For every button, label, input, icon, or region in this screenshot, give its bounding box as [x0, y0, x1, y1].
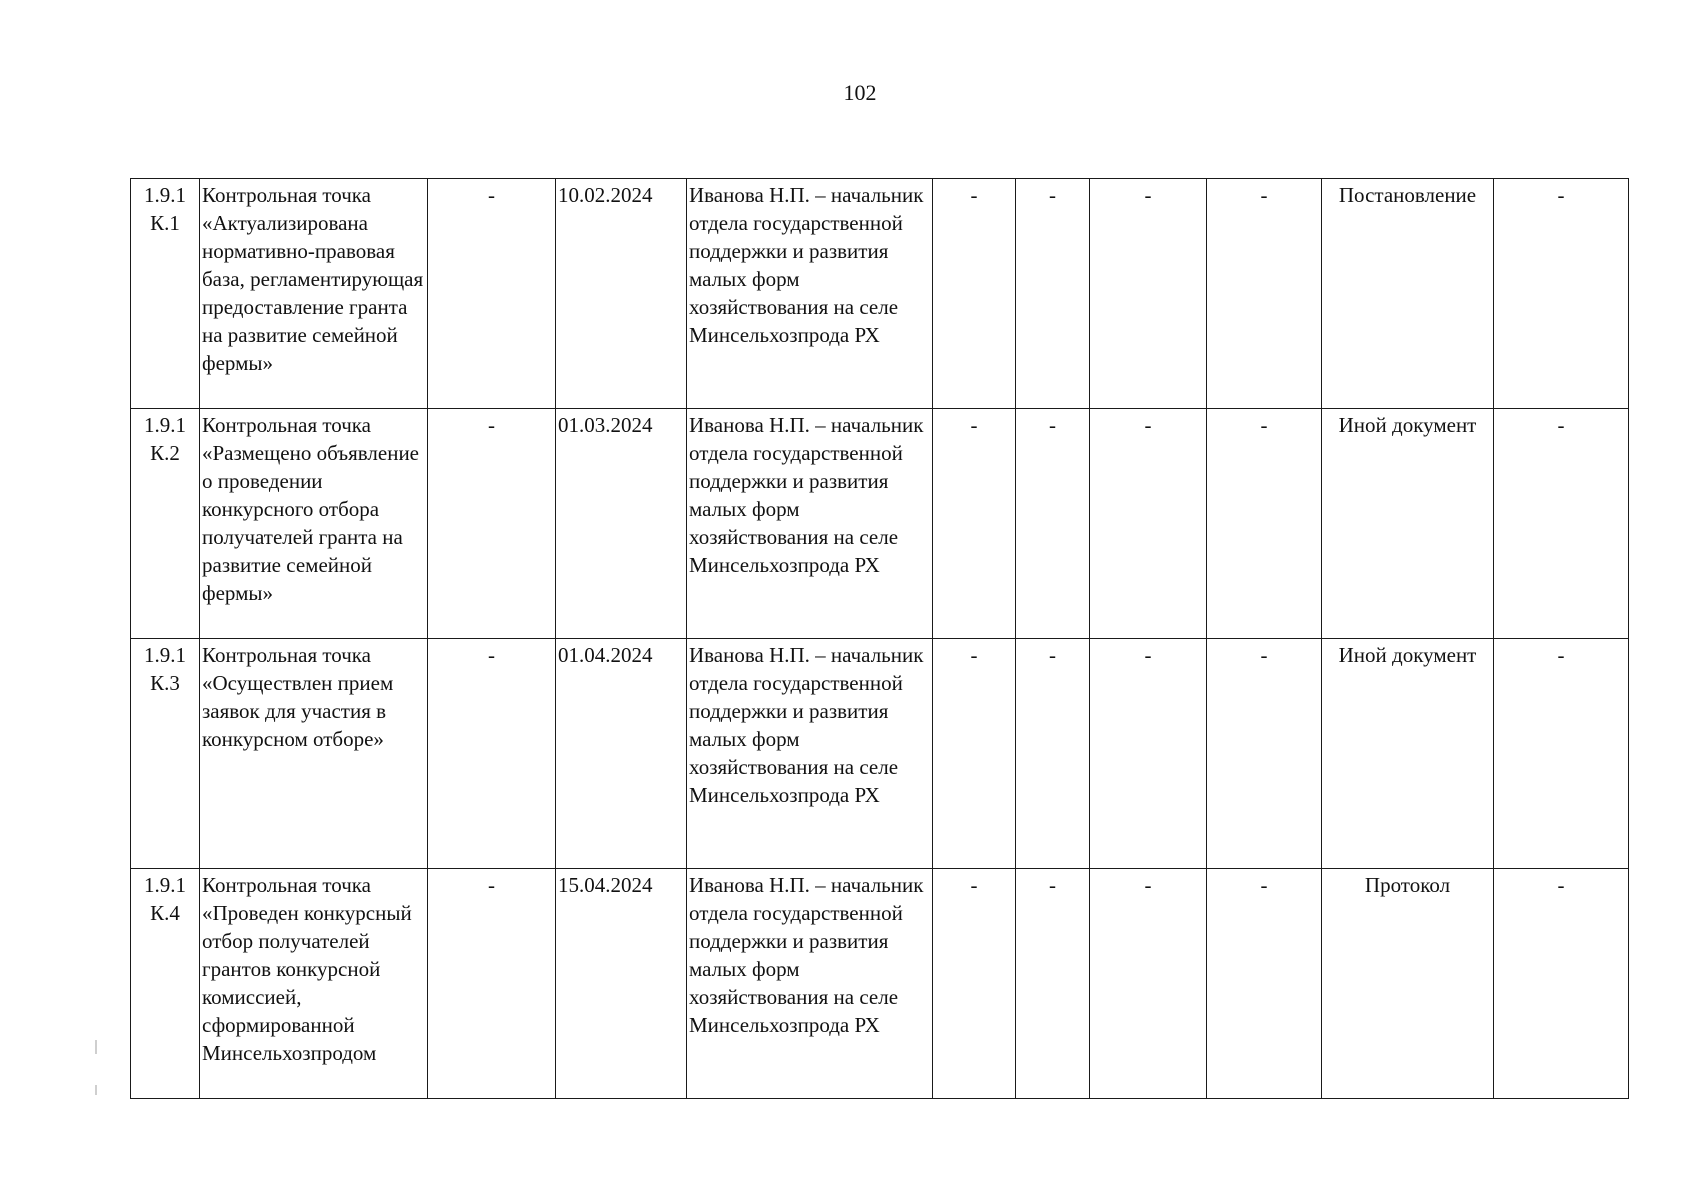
row-number: 1.9.1 К.4: [131, 869, 200, 1099]
row-number: 1.9.1 К.1: [131, 179, 200, 409]
cell-empty-value: -: [1207, 869, 1322, 1099]
scan-margin-mark: [95, 1040, 97, 1054]
cell-empty-value: -: [1494, 869, 1629, 1099]
cell-empty-value: -: [1016, 179, 1090, 409]
cell-empty-value: -: [1090, 409, 1207, 639]
row-number: 1.9.1 К.3: [131, 639, 200, 869]
cell-empty-value: -: [1207, 639, 1322, 869]
scan-margin-mark: [95, 1085, 97, 1095]
cell-empty-value: -: [428, 869, 556, 1099]
responsible-person: Иванова Н.П. – начальник отдела государственной поддержки и развития малых форм хозяйствования на селе Минсельхозпрода РХ: [687, 869, 933, 1099]
table-row: [131, 179, 1629, 409]
cell-empty-value: -: [933, 869, 1016, 1099]
cell-empty-value: -: [1016, 869, 1090, 1099]
deadline-date: 10.02.2024: [556, 179, 687, 409]
cell-empty-value: -: [1090, 869, 1207, 1099]
page-number: 102: [843, 80, 877, 105]
table-row: [131, 869, 1629, 1099]
responsible-person: Иванова Н.П. – начальник отдела государственной поддержки и развития малых форм хозяйствования на селе Минсельхозпрода РХ: [687, 639, 933, 869]
cell-empty-value: -: [1494, 639, 1629, 869]
deadline-date: 01.04.2024: [556, 639, 687, 869]
deadline-date: 15.04.2024: [556, 869, 687, 1099]
control-point-name: Контрольная точка «Размещено объявление о проведении конкурсного отбора получателей гранта на развитие семейной фермы»: [200, 409, 428, 639]
deadline-date: 01.03.2024: [556, 409, 687, 639]
cell-empty-value: -: [1016, 409, 1090, 639]
document-type: Постановление: [1322, 179, 1494, 409]
cell-empty-value: -: [1090, 179, 1207, 409]
table-row: [131, 639, 1629, 869]
cell-empty-value: -: [933, 639, 1016, 869]
control-point-name: Контрольная точка «Актуализирована нормативно-правовая база, регламентирующая предоставление гранта на развитие семейной фермы»: [200, 179, 428, 409]
responsible-person: Иванова Н.П. – начальник отдела государственной поддержки и развития малых форм хозяйствования на селе Минсельхозпрода РХ: [687, 409, 933, 639]
document-type: Иной документ: [1322, 409, 1494, 639]
cell-empty-value: -: [1207, 179, 1322, 409]
control-point-name: Контрольная точка «Проведен конкурсный отбор получателей грантов конкурсной комиссией, сформированной Минсельхозпродом: [200, 869, 428, 1099]
control-points-table: [130, 178, 1629, 1099]
responsible-person: Иванова Н.П. – начальник отдела государственной поддержки и развития малых форм хозяйствования на селе Минсельхозпрода РХ: [687, 179, 933, 409]
cell-empty-value: -: [1090, 639, 1207, 869]
row-number: 1.9.1 К.2: [131, 409, 200, 639]
document-type: Иной документ: [1322, 639, 1494, 869]
cell-empty-value: -: [1494, 409, 1629, 639]
document-type: Протокол: [1322, 869, 1494, 1099]
control-point-name: Контрольная точка «Осуществлен прием заявок для участия в конкурсном отборе»: [200, 639, 428, 869]
cell-empty-value: -: [1016, 639, 1090, 869]
cell-empty-value: -: [428, 179, 556, 409]
cell-empty-value: -: [1207, 409, 1322, 639]
table-row: [131, 409, 1629, 639]
cell-empty-value: -: [933, 409, 1016, 639]
cell-empty-value: -: [428, 639, 556, 869]
cell-empty-value: -: [428, 409, 556, 639]
cell-empty-value: -: [1494, 179, 1629, 409]
cell-empty-value: -: [933, 179, 1016, 409]
